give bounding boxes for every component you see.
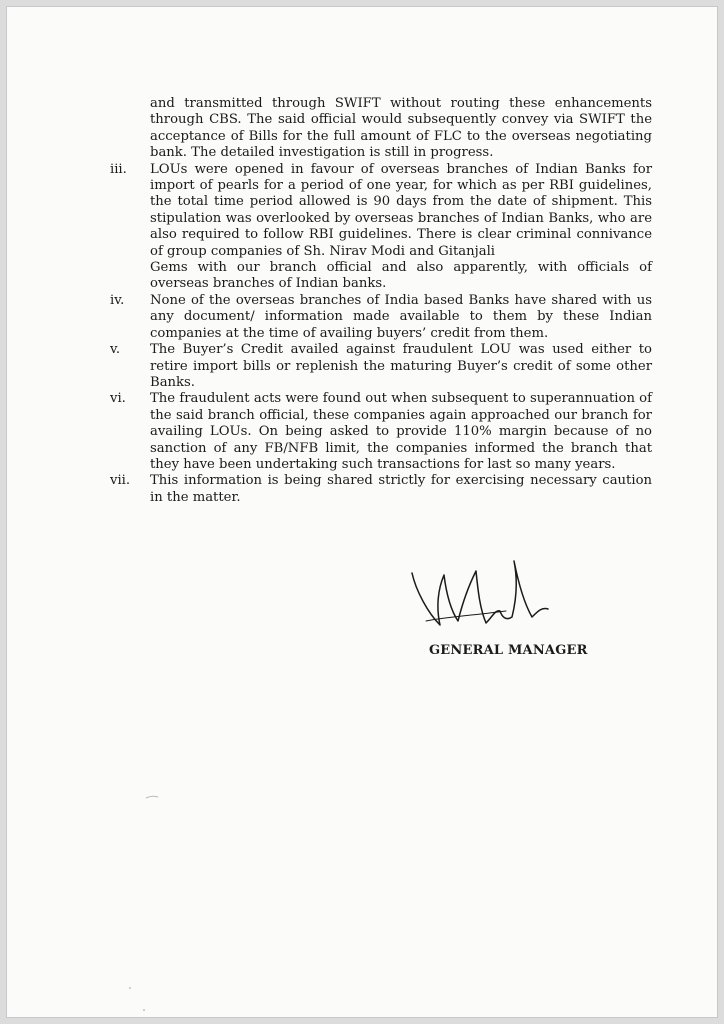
item-text: LOUs were opened in favour of overseas branches of Indian Banks for import of pearls for a period of one year, for which as per RBI guidelines, the total time period allowed is 90 days from the date of shipment. This stipulation was overlooked by overseas branches of Indian Banks, who are also required to follow RBI guidelines. There is clear criminal connivance of group companies of Sh. Nirav Modi and Gitanjali: [150, 161, 652, 259]
signatory-designation: GENERAL MANAGER: [429, 643, 588, 658]
signature-mark: [406, 551, 566, 636]
item-numeral: iv.: [110, 292, 125, 308]
item-numeral: vii.: [110, 473, 131, 489]
item-text: This information is being shared strictly for exercising necessary caution in the matter.: [150, 473, 652, 505]
item-numeral: vi.: [110, 391, 126, 407]
list-item-iii: [110, 162, 652, 293]
document-page: [6, 6, 718, 1018]
item-text: The Buyer’s Credit availed against fraudulent LOU was used either to retire import bills or replenish the maturing Buyer’s credit of some other Banks.: [150, 342, 652, 390]
list-item-v: [110, 342, 652, 391]
item-text: The fraudulent acts were found out when subsequent to superannuation of the said branch official, these companies again approached our branch for availing LOUs. On being asked to provide 110% margin because of no sanction of any FB/NFB limit, the companies informed the branch that they have been undertaking such transactions for last so many years.: [150, 391, 652, 472]
item-continuation: Gems with our branch official and also apparently, with officials of overseas branches of Indian banks.: [150, 260, 652, 292]
list-item-iv: [110, 293, 652, 342]
item-text: None of the overseas branches of India based Banks have shared with us any document/ information made available to them by these Indian companies at the time of availing buyers’ credit from them.: [150, 292, 652, 341]
list-item-vii: [110, 473, 652, 506]
item-numeral: iii.: [110, 161, 127, 177]
letter-body: [110, 96, 652, 506]
intro-paragraph: and transmitted through SWIFT without routing these enhancements through CBS. The said official would subsequently convey via SWIFT the acceptance of Bills for the full amount of FLC to the overseas negotiating bank. The detailed investigation is still in progress.: [150, 96, 652, 161]
list-item-vi: [110, 391, 652, 473]
item-numeral: v.: [110, 342, 121, 358]
